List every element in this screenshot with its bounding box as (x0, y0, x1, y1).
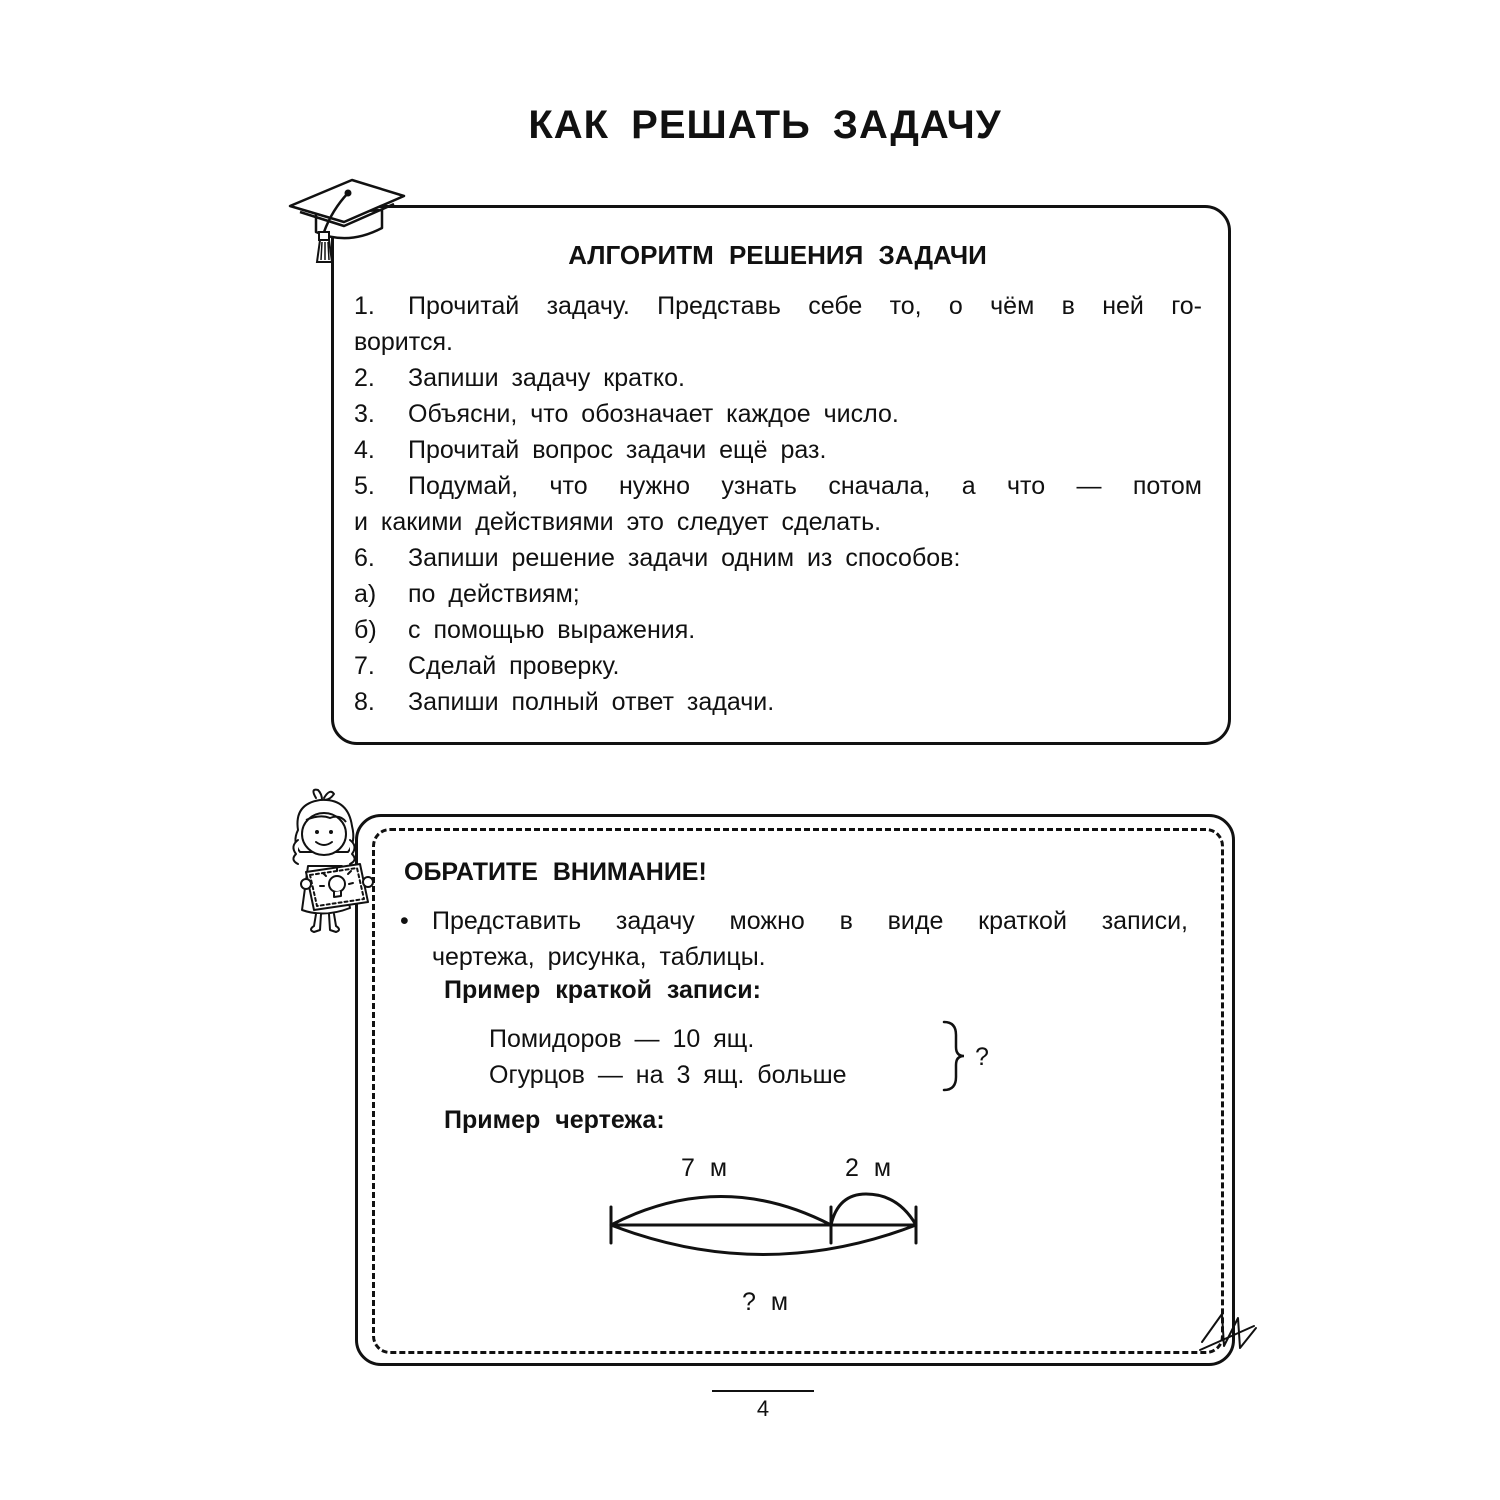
curly-brace-icon (938, 1019, 968, 1093)
drawing-example-title: Пример чертежа: (444, 1106, 665, 1134)
page-title: КАК РЕШАТЬ ЗАДАЧУ (528, 103, 1002, 147)
short-record-question: ? (975, 1043, 989, 1071)
item-text: с помощью выражения. (408, 616, 696, 644)
algorithm-list (354, 288, 1202, 720)
item-text: Прочитай задачу. Представь себе то, о чём в ней го- (408, 292, 1202, 320)
list-item (354, 432, 1202, 468)
segment-label-second: 2 м (845, 1154, 892, 1182)
item-text: Объясни, что обозначает каждое число. (408, 400, 899, 428)
list-item (354, 684, 1202, 720)
list-item (354, 612, 1202, 648)
item-text: Запиши задачу кратко. (408, 364, 685, 392)
list-item (354, 288, 1202, 324)
list-item (354, 396, 1202, 432)
bullet-dot: • (400, 907, 409, 935)
item-number: а) (354, 580, 377, 608)
segment-label-first: 7 м (681, 1154, 728, 1182)
item-number: 8. (354, 688, 375, 716)
list-item (354, 468, 1202, 504)
item-number: б) (354, 616, 377, 644)
list-item (354, 360, 1202, 396)
short-record-line-1: Помидоров — 10 ящ. (489, 1025, 755, 1053)
list-item (354, 576, 1202, 612)
short-record-example-title: Пример краткой записи: (444, 976, 761, 1004)
arc-first-part (611, 1197, 831, 1226)
segment-diagram (600, 1150, 930, 1320)
list-item (354, 540, 1202, 576)
item-text: Запиши решение задачи одним из способов: (408, 544, 961, 572)
item-text-cont: ворится. (354, 328, 453, 356)
list-item-continuation (354, 324, 1202, 360)
item-text: Подумай, что нужно узнать сначала, а что — потом (408, 472, 1202, 500)
bullet-line-1: Представить задачу можно в виде краткой записи, (432, 907, 1188, 935)
girl-with-lightbulb-icon (286, 786, 382, 934)
item-text: Запиши полный ответ задачи. (408, 688, 775, 716)
item-number: 1. (354, 292, 375, 320)
arc-second-part (831, 1194, 916, 1225)
algorithm-title: АЛГОРИТМ РЕШЕНИЯ ЗАДАЧИ (568, 240, 987, 270)
segment-label-total: ? м (742, 1288, 789, 1316)
short-record-line-2: Огурцов — на 3 ящ. больше (489, 1061, 847, 1089)
item-number: 7. (354, 652, 375, 680)
list-item-continuation (354, 504, 1202, 540)
item-text: по действиям; (408, 580, 580, 608)
item-number: 3. (354, 400, 375, 428)
bullet-line-2: чертежа, рисунка, таблицы. (432, 943, 766, 971)
item-text: Сделай проверку. (408, 652, 620, 680)
attention-title: ОБРАТИТЕ ВНИМАНИЕ! (404, 858, 707, 886)
short-record (489, 1021, 847, 1093)
footer-rule (712, 1390, 814, 1392)
arc-total (611, 1225, 916, 1255)
item-number: 4. (354, 436, 375, 464)
item-text: Прочитай вопрос задачи ещё раз. (408, 436, 827, 464)
item-number: 2. (354, 364, 375, 392)
list-item (354, 648, 1202, 684)
bullet-text (432, 903, 1188, 975)
corner-scribble-icon (1196, 1306, 1260, 1356)
item-text-cont: и какими действиями это следует сделать. (354, 508, 882, 536)
item-number: 6. (354, 544, 375, 572)
page-number: 4 (756, 1396, 770, 1421)
item-number: 5. (354, 472, 375, 500)
